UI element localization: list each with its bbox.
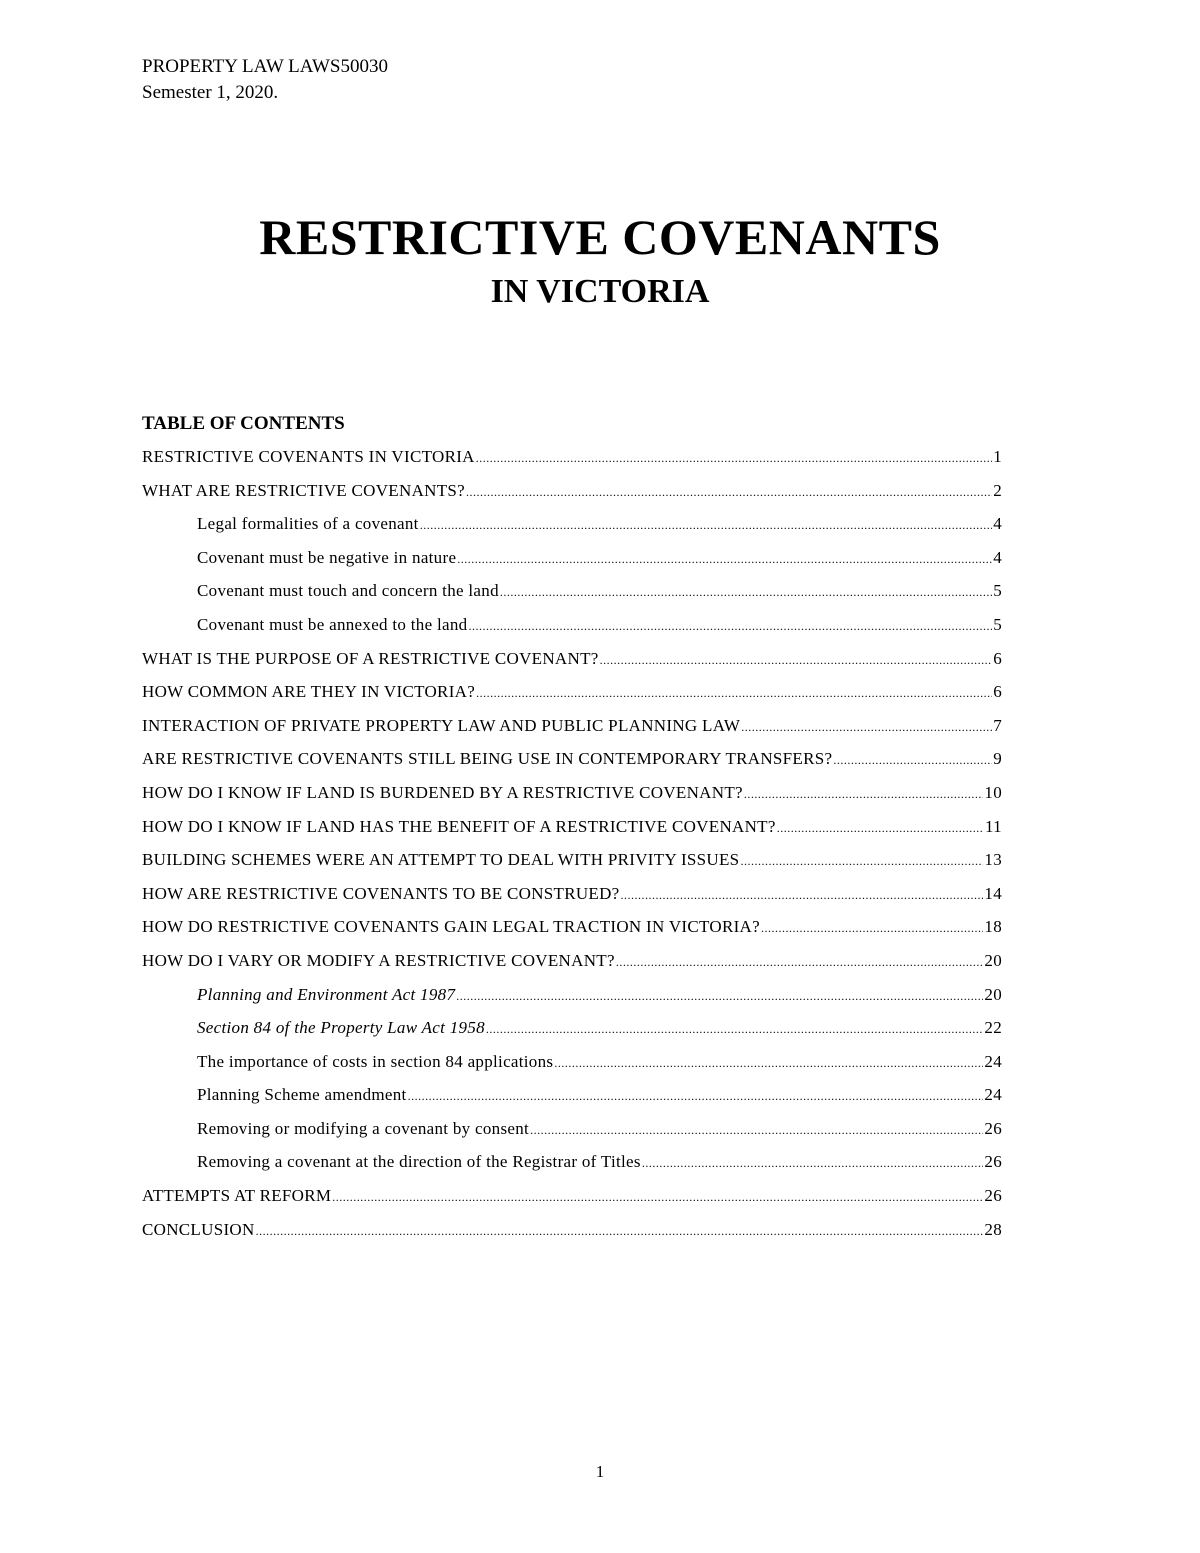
toc-entry-label: Planning and Environment Act 1987 xyxy=(197,984,456,1004)
page-footer xyxy=(0,1462,1200,1482)
toc-leader xyxy=(833,748,992,771)
page-number: 1 xyxy=(595,1462,605,1481)
toc-entry-page: 26 xyxy=(984,1186,1002,1206)
toc-leader xyxy=(761,916,983,939)
toc-entry[interactable] xyxy=(142,446,1002,480)
toc-entry-page: 13 xyxy=(984,850,1002,870)
toc-entry-label: Removing a covenant at the direction of the Registrar of Titles xyxy=(197,1152,641,1172)
toc-entry-page: 7 xyxy=(993,715,1002,735)
toc-entry-page: 1 xyxy=(993,447,1002,466)
document-title: RESTRICTIVE COVENANTS xyxy=(259,209,941,265)
toc-entry-page: 9 xyxy=(993,749,1002,769)
toc-subentry[interactable] xyxy=(142,580,1002,614)
toc-entry[interactable] xyxy=(142,748,1002,782)
toc-entry-label: Covenant must be negative in nature xyxy=(197,547,457,567)
toc-leader xyxy=(530,1118,983,1141)
toc-entry-page: 26 xyxy=(984,1152,1002,1172)
toc-entry-label: ATTEMPTS AT REFORM xyxy=(142,1186,332,1206)
toc-leader xyxy=(456,984,983,1007)
toc-subentry[interactable] xyxy=(142,513,1002,547)
toc-entry-label: WHAT ARE RESTRICTIVE COVENANTS? xyxy=(142,480,466,500)
toc-entry-page: 4 xyxy=(993,514,1002,534)
toc-leader xyxy=(777,816,984,839)
toc-entry[interactable] xyxy=(142,883,1002,917)
toc-entry[interactable] xyxy=(142,816,1002,850)
table-of-contents xyxy=(142,410,1002,1252)
toc-leader xyxy=(420,513,992,536)
toc-entry-label: Covenant must touch and concern the land xyxy=(197,581,499,601)
toc-entry[interactable] xyxy=(142,782,1002,816)
toc-leader xyxy=(457,547,992,570)
toc-entry-label: HOW ARE RESTRICTIVE COVENANTS TO BE CONSTRUED? xyxy=(142,883,620,903)
toc-leader xyxy=(256,1219,984,1242)
toc-entry-label: HOW DO I KNOW IF LAND IS BURDENED BY A RESTRICTIVE COVENANT? xyxy=(142,782,743,802)
toc-subentry[interactable] xyxy=(142,1118,1002,1152)
toc-leader xyxy=(468,614,992,637)
toc-entry-label: HOW DO I KNOW IF LAND HAS THE BENEFIT OF A RESTRICTIVE COVENANT? xyxy=(142,816,776,836)
toc-leader xyxy=(476,446,992,469)
toc-subentry[interactable] xyxy=(142,614,1002,648)
toc-entry[interactable] xyxy=(142,916,1002,950)
toc-entry-label: HOW COMMON ARE THEY IN VICTORIA? xyxy=(142,682,476,702)
toc-entry[interactable] xyxy=(142,849,1002,883)
toc-entry-page: 11 xyxy=(985,816,1002,836)
toc-entry-label: ARE RESTRICTIVE COVENANTS STILL BEING USE IN CONTEMPORARY TRANSFERS? xyxy=(142,749,833,769)
toc-entry-label: BUILDING SCHEMES WERE AN ATTEMPT TO DEAL WITH PRIVITY ISSUES xyxy=(142,850,740,870)
document-subtitle: IN VICTORIA xyxy=(490,273,710,310)
toc-entry-page: 5 xyxy=(993,614,1002,634)
toc-entry-page: 14 xyxy=(984,883,1002,903)
course-title: PROPERTY LAW LAWS50030 xyxy=(142,56,388,77)
toc-entry-label: CONCLUSION xyxy=(142,1219,255,1239)
toc-entry-label: WHAT IS THE PURPOSE OF A RESTRICTIVE COVENANT? xyxy=(142,648,599,668)
toc-entry[interactable] xyxy=(142,1185,1002,1219)
toc-subentry[interactable] xyxy=(142,984,1002,1018)
toc-entry-page: 22 xyxy=(984,1018,1002,1038)
toc-leader xyxy=(621,883,984,906)
toc-leader xyxy=(476,681,992,704)
toc-entry[interactable] xyxy=(142,681,1002,715)
toc-entry-label: Removing or modifying a covenant by consent xyxy=(197,1118,530,1138)
toc-leader xyxy=(744,782,984,805)
toc-entry-page: 20 xyxy=(984,950,1002,970)
toc-entry-page: 28 xyxy=(984,1219,1002,1239)
toc-entry[interactable] xyxy=(142,480,1002,514)
toc-leader xyxy=(408,1084,984,1107)
document-header xyxy=(142,54,388,106)
toc-leader xyxy=(554,1051,983,1074)
semester-label: Semester 1, 2020. xyxy=(142,82,279,103)
toc-entry-label: HOW DO I VARY OR MODIFY A RESTRICTIVE COVENANT? xyxy=(142,950,615,970)
toc-entry[interactable] xyxy=(142,648,1002,682)
toc-leader xyxy=(486,1017,983,1040)
toc-leader xyxy=(642,1151,984,1174)
toc-entry-page: 5 xyxy=(993,581,1002,601)
toc-subentry[interactable] xyxy=(142,547,1002,581)
toc-entry-label: Covenant must be annexed to the land xyxy=(197,614,468,634)
toc-entry-label: Planning Scheme amendment xyxy=(197,1085,407,1105)
toc-entry-page: 20 xyxy=(984,984,1002,1004)
toc-entry-page: 6 xyxy=(993,648,1002,668)
toc-leader xyxy=(332,1185,983,1208)
toc-leader xyxy=(740,849,983,872)
toc-subentry[interactable] xyxy=(142,1151,1002,1185)
toc-entry-page: 10 xyxy=(984,782,1002,802)
toc-entry-label: Section 84 of the Property Law Act 1958 xyxy=(197,1018,485,1038)
toc-leader xyxy=(616,950,984,973)
toc-leader xyxy=(466,480,992,503)
toc-entry-label: HOW DO RESTRICTIVE COVENANTS GAIN LEGAL TRACTION IN VICTORIA? xyxy=(142,917,760,937)
toc-subentry[interactable] xyxy=(142,1051,1002,1085)
toc-entry-page: 24 xyxy=(984,1051,1002,1071)
toc-entry-page: 4 xyxy=(993,547,1002,567)
toc-subentry[interactable] xyxy=(142,1084,1002,1118)
toc-entry-page: 2 xyxy=(993,480,1002,500)
title-block xyxy=(0,206,1200,314)
toc-entry-page: 24 xyxy=(984,1085,1002,1105)
toc-leader xyxy=(500,580,992,603)
toc-entry-label: Legal formalities of a covenant xyxy=(197,514,419,534)
toc-subentry[interactable] xyxy=(142,1017,1002,1051)
toc-entry[interactable] xyxy=(142,1219,1002,1253)
toc-entry-page: 18 xyxy=(984,917,1002,937)
toc-entry-page: 6 xyxy=(993,682,1002,702)
toc-leader xyxy=(600,648,993,671)
toc-entry-label: INTERACTION OF PRIVATE PROPERTY LAW AND PUBLIC PLANNING LAW xyxy=(142,715,741,735)
toc-heading: TABLE OF CONTENTS xyxy=(142,413,345,434)
toc-entry[interactable] xyxy=(142,715,1002,749)
toc-entry-label: RESTRICTIVE COVENANTS IN VICTORIA xyxy=(142,447,475,466)
toc-leader xyxy=(741,715,992,738)
toc-entry-page: 26 xyxy=(984,1118,1002,1138)
toc-entry-label: The importance of costs in section 84 applications xyxy=(197,1051,554,1071)
toc-entry[interactable] xyxy=(142,950,1002,984)
